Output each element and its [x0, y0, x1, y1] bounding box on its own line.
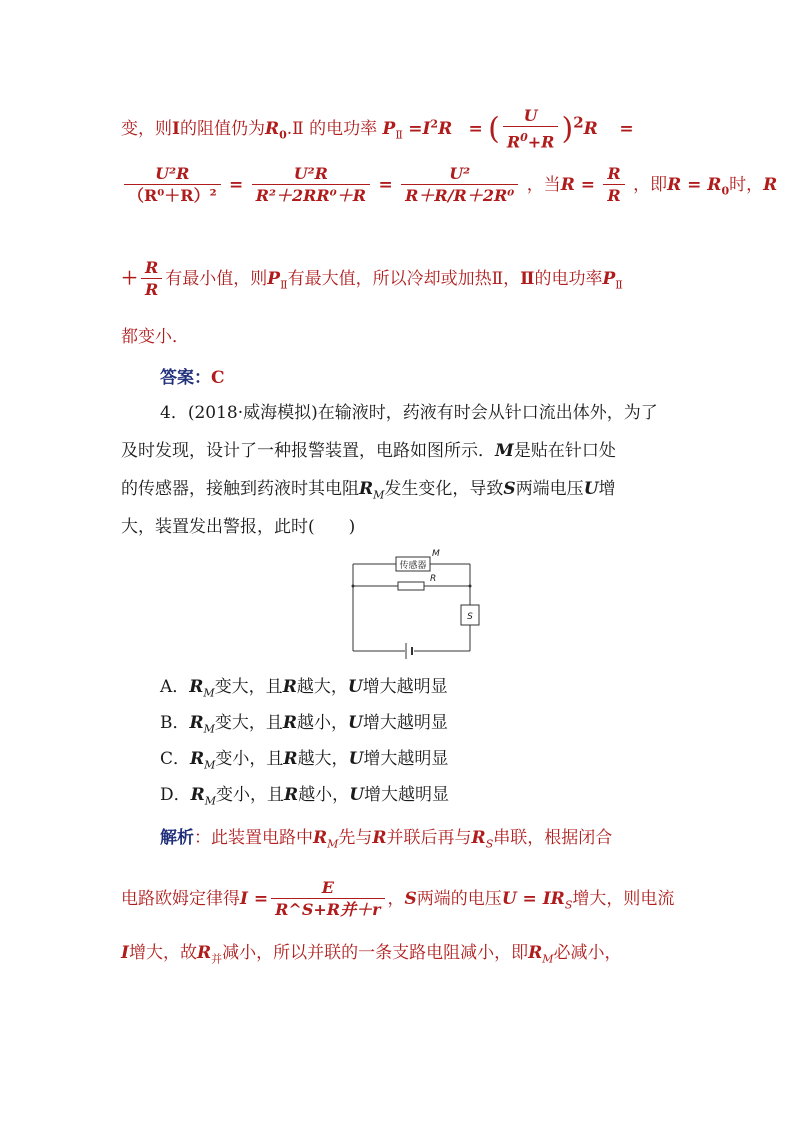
text: 的电功率: [534, 269, 603, 289]
fraction: $\frac{R}{R}$: [141, 258, 162, 301]
sup: 2: [573, 113, 584, 132]
r-equals-r0: R = R: [667, 175, 722, 195]
explanation-line-2: 电路欧姆定律得I = $\frac{E}{\text{R\textasciicircum{}S+R并＋r}}$ ，S两端的电压$U = IR_S$增大，则电流: [121, 878, 675, 919]
solution-line-4: 都变小．: [121, 327, 189, 347]
sup: 2: [430, 117, 439, 131]
text: 时，: [729, 175, 764, 195]
text: ，当: [526, 175, 561, 195]
denominator: $R^0+R$: [503, 126, 559, 153]
sub: 0: [279, 128, 287, 142]
text: 有最大值，所以冷却或加热Ⅱ，: [287, 269, 521, 289]
resistor-r: [398, 582, 424, 590]
option-d[interactable]: D．$R_M$变小，且R越小，U增大越明显: [160, 785, 450, 808]
option-c[interactable]: C．$R_M$变小，且R越大，U增大越明显: [160, 749, 449, 772]
answer-label: 答案：: [160, 368, 211, 388]
r-symbol: R: [583, 119, 598, 140]
explanation-line-1: 解析：此装置电路中$R_M$先与R并联后再与$R_S$串联，根据闭合: [160, 828, 613, 851]
question-line-2: 及时发现，设计了一种报警装置，电路如图所示．M是贴在针口处: [121, 441, 616, 461]
text: .Ⅱ 的电功率: [286, 119, 378, 140]
equals: =: [408, 119, 423, 140]
question-line-1: 4．(2018·威海模拟)在输液时，药液有时会从针口流出体外，为了: [160, 403, 658, 423]
fraction-4: $\frac{R}{R}$: [603, 164, 624, 207]
numerator: U: [523, 106, 538, 125]
answer-value: C: [211, 368, 225, 388]
p-symbol: P: [267, 269, 281, 289]
question-line-4: 大，装置发出警报，此时( ): [121, 517, 356, 537]
m-label: M: [432, 549, 440, 559]
fraction-3: $\frac{\text{U²}}{\text{R＋R/R＋2R⁰}}$: [401, 164, 518, 207]
circuit-diagram: [348, 548, 488, 663]
equals: =: [468, 119, 483, 140]
solution-line-1: 变，则Ⅰ的阻值仍为$R_0.Ⅱ$ 的电功率 $P_Ⅱ =I^2R$ = ( $\frac{U}{R^0+R}$ )$^2$R =: [121, 106, 634, 152]
fraction-2: $\frac{\text{U²R}}{\text{R²＋2RR⁰＋R}}$: [252, 164, 370, 207]
plus: ＋: [121, 269, 138, 289]
r-equals: R =: [560, 175, 595, 195]
r-symbol: R: [763, 175, 778, 195]
fraction: $\frac{E}{\text{R\textasciicircum{}S+R并＋r}}$: [271, 878, 384, 921]
solution-line-2: $\frac{\text{U²R}}{\text{（R⁰＋R）²}}$ = $\frac{\text{U²R}}{\text{R²＋2RR⁰＋R}}$ = $\frac{\text{U²}}{\text{R＋R/R＋2R⁰}}$ ，当R = $\frac{R}{R}$ ，即$R = R_0$时，R: [121, 164, 684, 207]
explanation-label: 解析: [160, 828, 194, 848]
text: 变，则: [121, 119, 172, 140]
i-symbol: I: [422, 119, 431, 140]
s-label: S: [467, 612, 473, 622]
r-symbol: R: [438, 119, 453, 140]
r-label: R: [430, 574, 437, 584]
fraction: [503, 106, 559, 153]
text: ，即: [633, 175, 668, 195]
r-symbol: R: [264, 119, 280, 140]
text: 的阻值仍为: [179, 119, 265, 140]
sub: Ⅱ: [395, 128, 403, 142]
question-line-3: 的传感器，接触到药液时其电阻$R_M$发生变化，导致S两端电压U增: [121, 479, 616, 502]
option-b[interactable]: B．$R_M$变大，且R越小，U增大越明显: [160, 713, 448, 736]
equals: =: [378, 175, 393, 195]
roman-two: Ⅱ: [520, 269, 535, 289]
fraction-1: $\frac{\text{U²R}}{\text{（R⁰＋R）²}}$: [124, 164, 221, 207]
option-a[interactable]: A．$R_M$变大，且R越大，U增大越明显: [160, 677, 448, 700]
p-symbol: P: [602, 269, 616, 289]
sensor-label: 传感器: [399, 561, 427, 571]
explanation-line-3: I增大，故$R_并$减小，所以并联的一条支路电阻减小，即$R_M$必减小，: [121, 943, 622, 966]
roman-one: Ⅰ: [172, 119, 180, 140]
equals: =: [619, 119, 634, 140]
equals: =: [229, 175, 244, 195]
p-symbol: P: [382, 119, 396, 140]
solution-line-3: ＋ $\frac{R}{R}$ 有最小值，则$P_Ⅱ$有最大值，所以冷却或加热Ⅱ，Ⅱ的电功率$P_Ⅱ$: [121, 258, 623, 299]
text: 有最小值，则: [165, 269, 268, 289]
answer-line: [160, 366, 684, 390]
